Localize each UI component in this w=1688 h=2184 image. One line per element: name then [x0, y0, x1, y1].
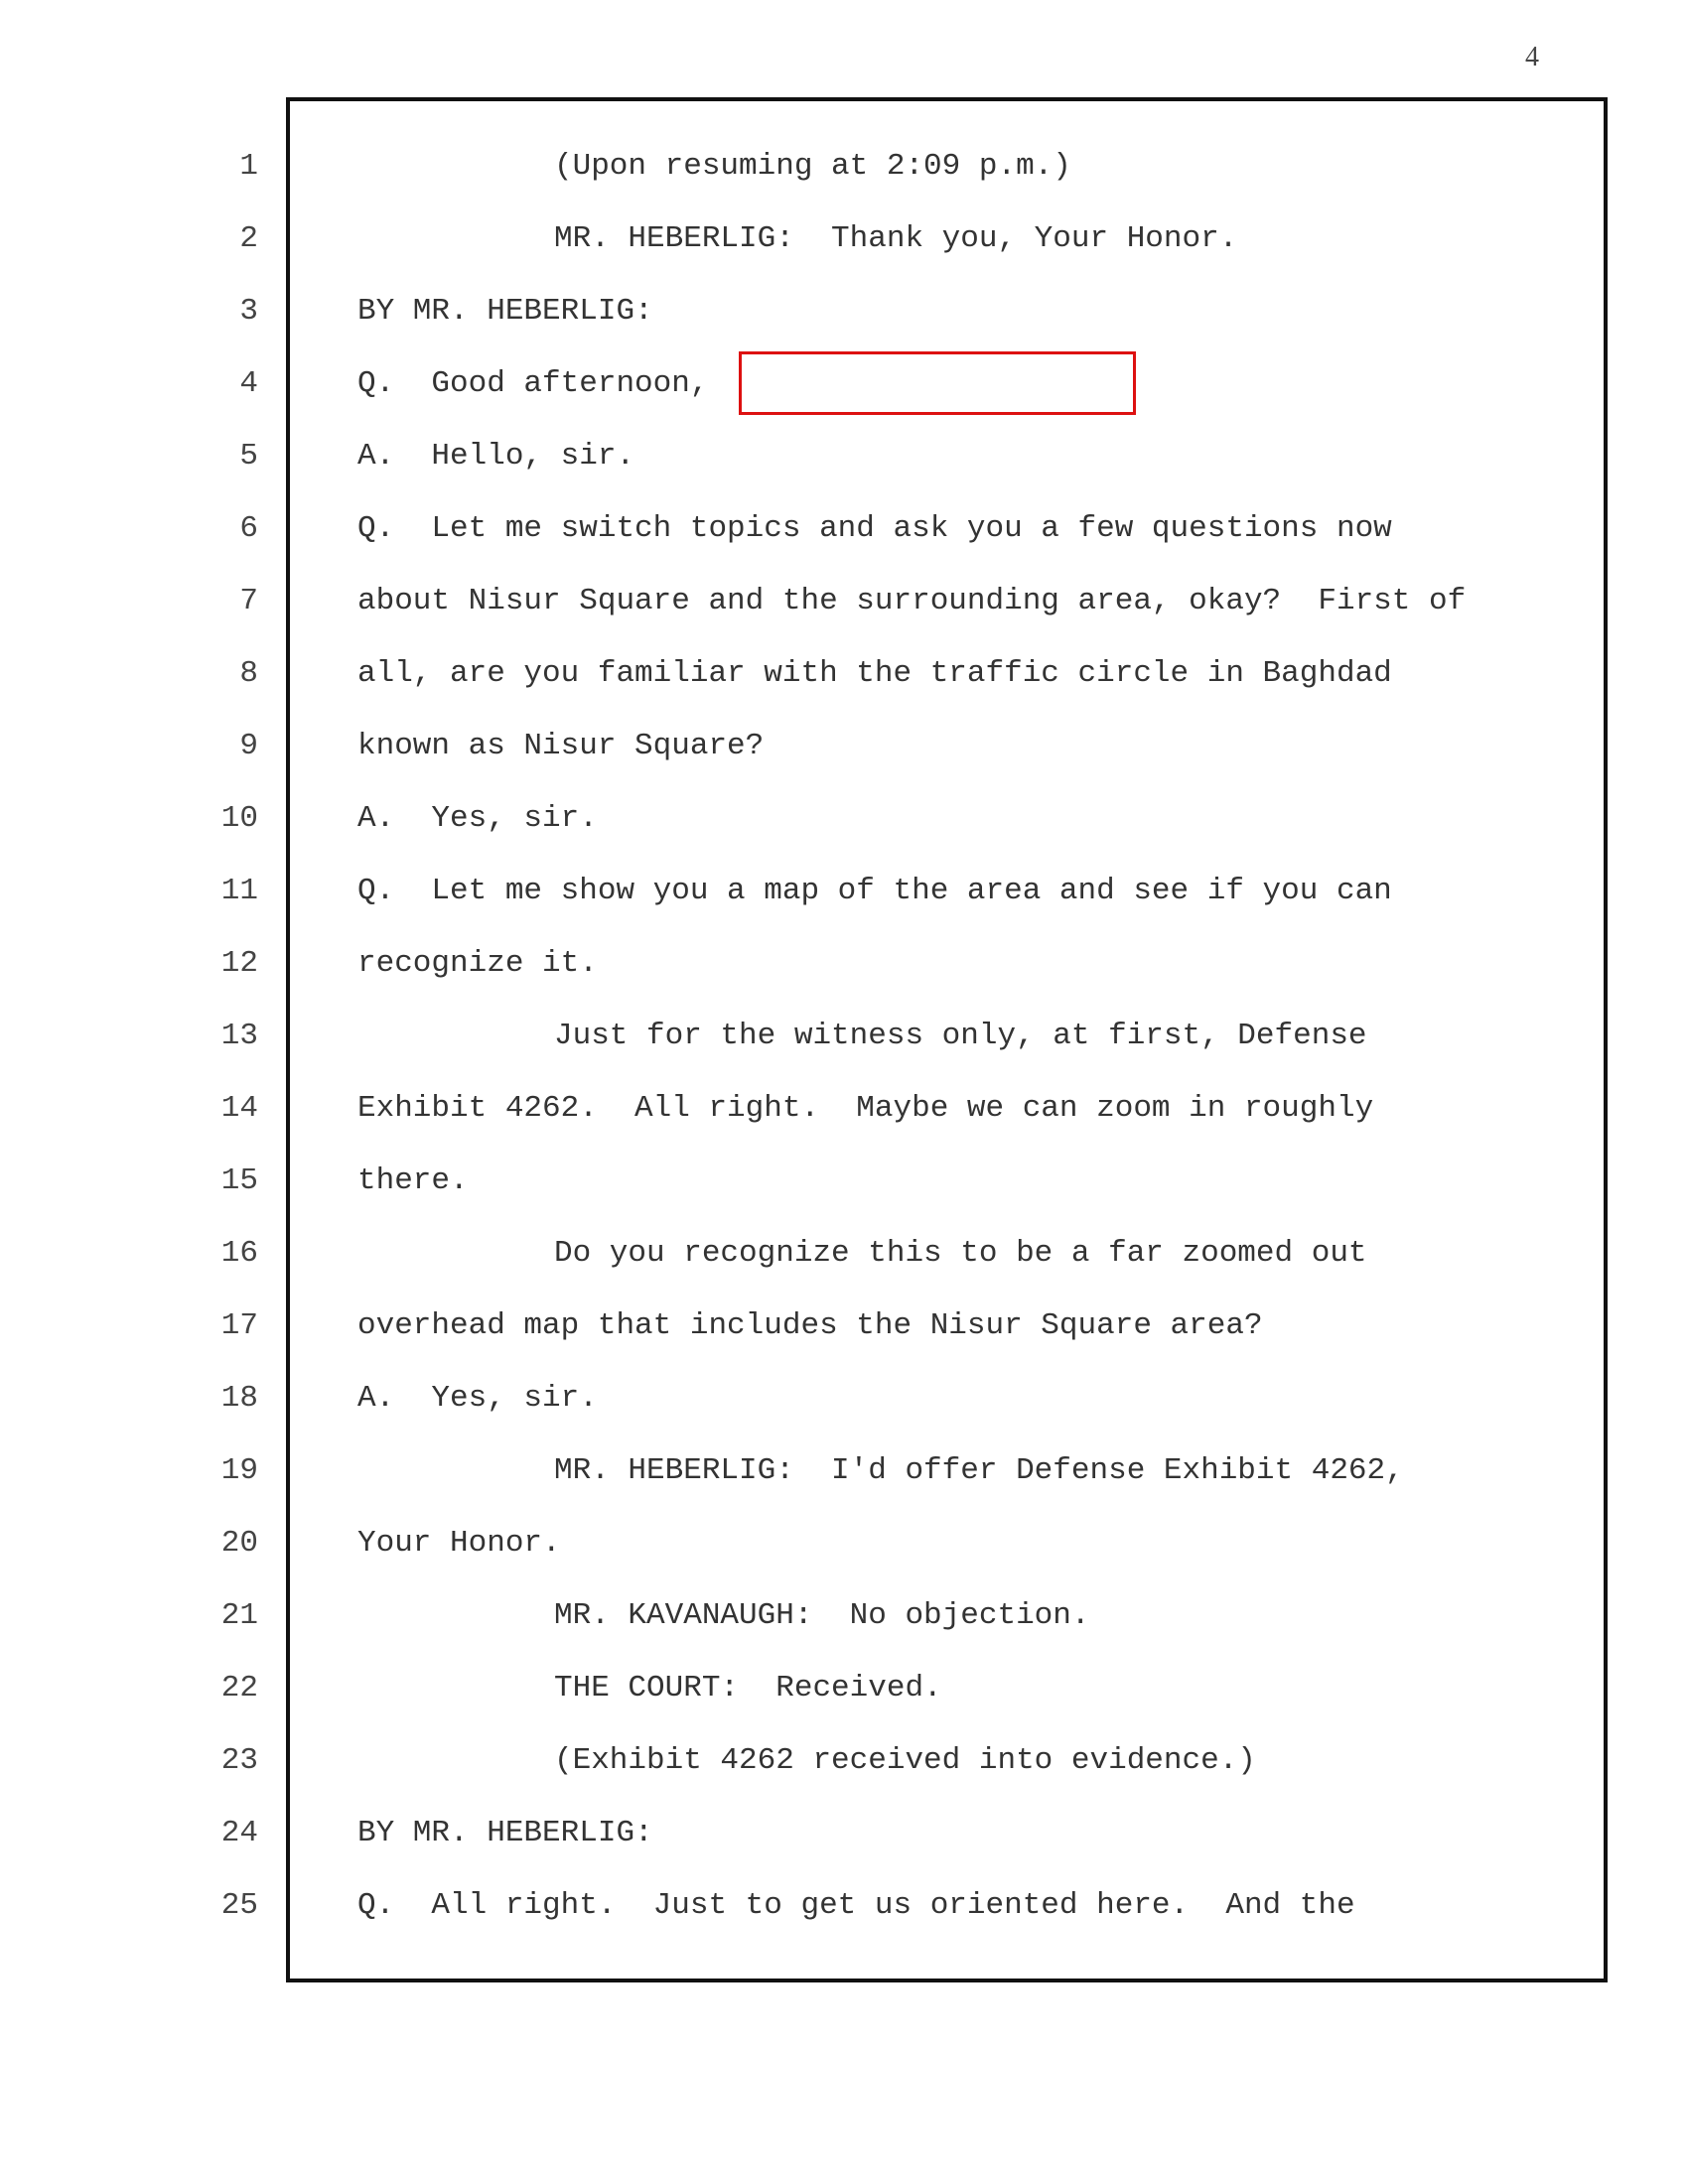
line-number: 9 [239, 729, 258, 763]
line-number: 11 [220, 874, 258, 908]
transcript-line: overhead map that includes the Nisur Square area? [357, 1308, 1263, 1343]
transcript-line: all, are you familiar with the traffic circle in Baghdad [357, 656, 1392, 691]
transcript-line: BY MR. HEBERLIG: [357, 294, 653, 329]
transcript-line: A. Yes, sir. [357, 1381, 598, 1416]
line-number: 12 [220, 946, 258, 981]
line-number: 5 [239, 439, 258, 474]
line-number: 13 [220, 1019, 258, 1053]
transcript-line: MR. HEBERLIG: I'd offer Defense Exhibit 4262, [554, 1453, 1404, 1488]
line-number: 10 [220, 801, 258, 836]
page-number: 4 [1525, 42, 1539, 72]
line-number: 3 [239, 294, 258, 329]
transcript-line: known as Nisur Square? [357, 729, 765, 763]
redaction-box [739, 351, 1136, 415]
line-number: 1 [239, 149, 258, 184]
transcript-line: A. Hello, sir. [357, 439, 635, 474]
line-number: 2 [239, 221, 258, 256]
transcript-line: Q. Good afternoon, [357, 366, 709, 401]
line-number: 6 [239, 511, 258, 546]
transcript-line: A. Yes, sir. [357, 801, 598, 836]
line-number: 7 [239, 584, 258, 618]
line-number: 18 [220, 1381, 258, 1416]
line-number: 4 [239, 366, 258, 401]
line-number: 16 [220, 1236, 258, 1271]
line-number: 20 [220, 1526, 258, 1561]
line-number: 14 [220, 1091, 258, 1126]
transcript-line: Do you recognize this to be a far zoomed out [554, 1236, 1367, 1271]
transcript-line: THE COURT: Received. [554, 1671, 942, 1706]
line-number: 24 [220, 1816, 258, 1850]
transcript-line: (Exhibit 4262 received into evidence.) [554, 1743, 1256, 1778]
transcript-line: Q. Let me show you a map of the area and see if you can [357, 874, 1392, 908]
line-number: 22 [220, 1671, 258, 1706]
line-number: 21 [220, 1598, 258, 1633]
line-number: 25 [220, 1888, 258, 1923]
transcript-line: Exhibit 4262. All right. Maybe we can zoom in roughly [357, 1091, 1374, 1126]
transcript-line: MR. HEBERLIG: Thank you, Your Honor. [554, 221, 1238, 256]
transcript-line: there. [357, 1163, 469, 1198]
line-number: 17 [220, 1308, 258, 1343]
transcript-line: Just for the witness only, at first, Defense [554, 1019, 1367, 1053]
transcript-line: Q. All right. Just to get us oriented here. And the [357, 1888, 1355, 1923]
transcript-line: Q. Let me switch topics and ask you a few questions now [357, 511, 1392, 546]
line-number: 8 [239, 656, 258, 691]
transcript-line: BY MR. HEBERLIG: [357, 1816, 653, 1850]
transcript-line: (Upon resuming at 2:09 p.m.) [554, 149, 1071, 184]
transcript-line: recognize it. [357, 946, 598, 981]
transcript-line: MR. KAVANAUGH: No objection. [554, 1598, 1090, 1633]
transcript-line: about Nisur Square and the surrounding area, okay? First of [357, 584, 1467, 618]
line-number: 19 [220, 1453, 258, 1488]
line-number: 15 [220, 1163, 258, 1198]
line-number: 23 [220, 1743, 258, 1778]
transcript-line: Your Honor. [357, 1526, 561, 1561]
